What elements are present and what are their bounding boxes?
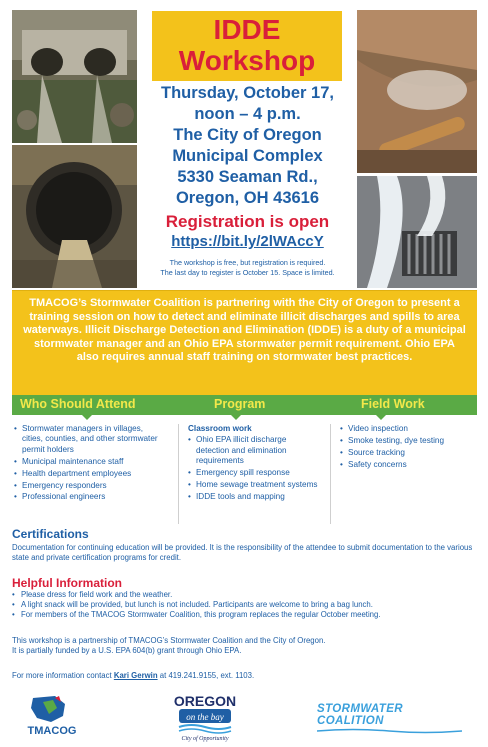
pipe-discharge-photo — [12, 145, 137, 288]
registration-note-2: The last day to register is October 15. Space is limited. — [160, 268, 335, 277]
column-divider — [178, 424, 179, 524]
title-box — [152, 11, 342, 81]
event-venue-1: The City of Oregon — [173, 126, 322, 144]
list-item: • Professional engineers — [14, 492, 164, 502]
list-item: • Stormwater managers in villages, cities, counties, and other stormwater permit holders — [14, 424, 164, 455]
list-item: • Source tracking — [340, 448, 475, 458]
who-column — [14, 424, 164, 504]
tmacog-logo — [25, 694, 80, 738]
event-details — [145, 83, 350, 209]
list-item: • IDDE tools and mapping — [188, 492, 318, 502]
partnership-line-2: It is partially funded by a U.S. EPA 604(b) grant through Ohio EPA. — [12, 646, 242, 655]
list-item: • Safety concerns — [340, 460, 475, 470]
stormwater-coalition-text: STORMWATER COALITION — [317, 703, 403, 727]
list-item: • Emergency responders — [14, 481, 164, 491]
title-line-2: Workshop — [178, 45, 316, 76]
registration-note-1: The workshop is free, but registration is required. — [169, 258, 326, 267]
oregon-logo-tagline: City of Opportunity — [181, 736, 229, 742]
event-time: noon – 4 p.m. — [194, 105, 301, 123]
culvert-outfall-photo — [12, 10, 137, 143]
registration-heading: Registration is open — [165, 212, 330, 231]
certifications-heading: Certifications — [12, 527, 89, 541]
contact-prefix: For more information contact — [12, 671, 114, 680]
who-heading: Who Should Attend — [20, 397, 136, 411]
helpful-info-heading: Helpful Information — [12, 576, 122, 590]
field-column — [340, 424, 475, 472]
program-subheading: Classroom work — [188, 424, 252, 433]
event-venue-2: Municipal Complex — [172, 147, 323, 165]
list-item: • A light snack will be provided, but lunch is not included. Participants are welcome to bring a bag lunch. — [12, 600, 477, 610]
list-item: • Please dress for field work and the weather. — [12, 590, 477, 600]
list-item: • Municipal maintenance staff — [14, 457, 164, 467]
certifications-text: Documentation for continuing education will be provided. It is the responsibility of the attendee to submit documentation to the various state and private certification programs for credit. — [12, 543, 473, 562]
list-item: • Home sewage treatment systems — [188, 480, 318, 490]
storm-drain-dye-photo — [357, 176, 477, 288]
event-city: Oregon, OH 43616 — [175, 189, 320, 207]
field-heading: Field Work — [361, 397, 425, 411]
intro-band — [12, 290, 477, 395]
event-date: Thursday, October 17, — [161, 84, 334, 102]
program-notch — [230, 414, 242, 420]
oregon-logo — [173, 692, 237, 742]
oregon-logo-text: OREGON — [173, 693, 237, 709]
who-notch — [81, 414, 93, 420]
field-notch — [375, 414, 387, 420]
contact-line — [12, 671, 477, 681]
contact-name-link[interactable]: Kari Gerwin — [113, 671, 158, 680]
list-item: • Ohio EPA illicit discharge detection and elimination requirements — [188, 435, 318, 466]
list-item: • Smoke testing, dye testing — [340, 436, 475, 446]
tmacog-logo-text: TMACOG — [27, 725, 77, 737]
title-line-1: IDDE — [213, 14, 281, 45]
section-header-bar — [12, 395, 477, 415]
intro-text: TMACOG’s Stormwater Coalition is partnering with the City of Oregon to present a training session on how to detect and eliminate illicit discharges and spills to area waterways. Illicit Discharge Detection and Elimination (IDDE) is a duty of a municipal stormwater manager and an Ohio EPA stormwater permit requirement. Ohio EPA also requires annual staff training on stormwater best practices. — [23, 297, 466, 364]
helpful-info-list — [12, 590, 477, 620]
partnership-line-1: This workshop is a partnership of TMACOG’s Stormwater Coalition and the City of Oregon. — [12, 636, 326, 645]
list-item: • Emergency spill response — [188, 468, 318, 478]
partnership-text — [12, 636, 477, 656]
list-item: • Health department employees — [14, 469, 164, 479]
program-column — [188, 424, 318, 504]
program-heading: Program — [214, 397, 266, 411]
registration-note — [140, 258, 355, 278]
registration-link[interactable]: https://bit.ly/2lWAccY — [171, 233, 324, 250]
event-address: 5330 Seaman Rd., — [177, 168, 318, 186]
stormwater-coalition-logo — [317, 703, 462, 725]
contact-suffix: at 419.241.9155, ext. 1103. — [157, 671, 255, 680]
list-item: • Video inspection — [340, 424, 475, 434]
list-item: • For members of the TMACOG Stormwater Coalition, this program replaces the regular October meeting. — [12, 610, 477, 620]
column-divider — [330, 424, 331, 524]
muddy-runoff-photo — [357, 10, 477, 173]
oregon-logo-subtext: on the bay — [186, 712, 224, 722]
